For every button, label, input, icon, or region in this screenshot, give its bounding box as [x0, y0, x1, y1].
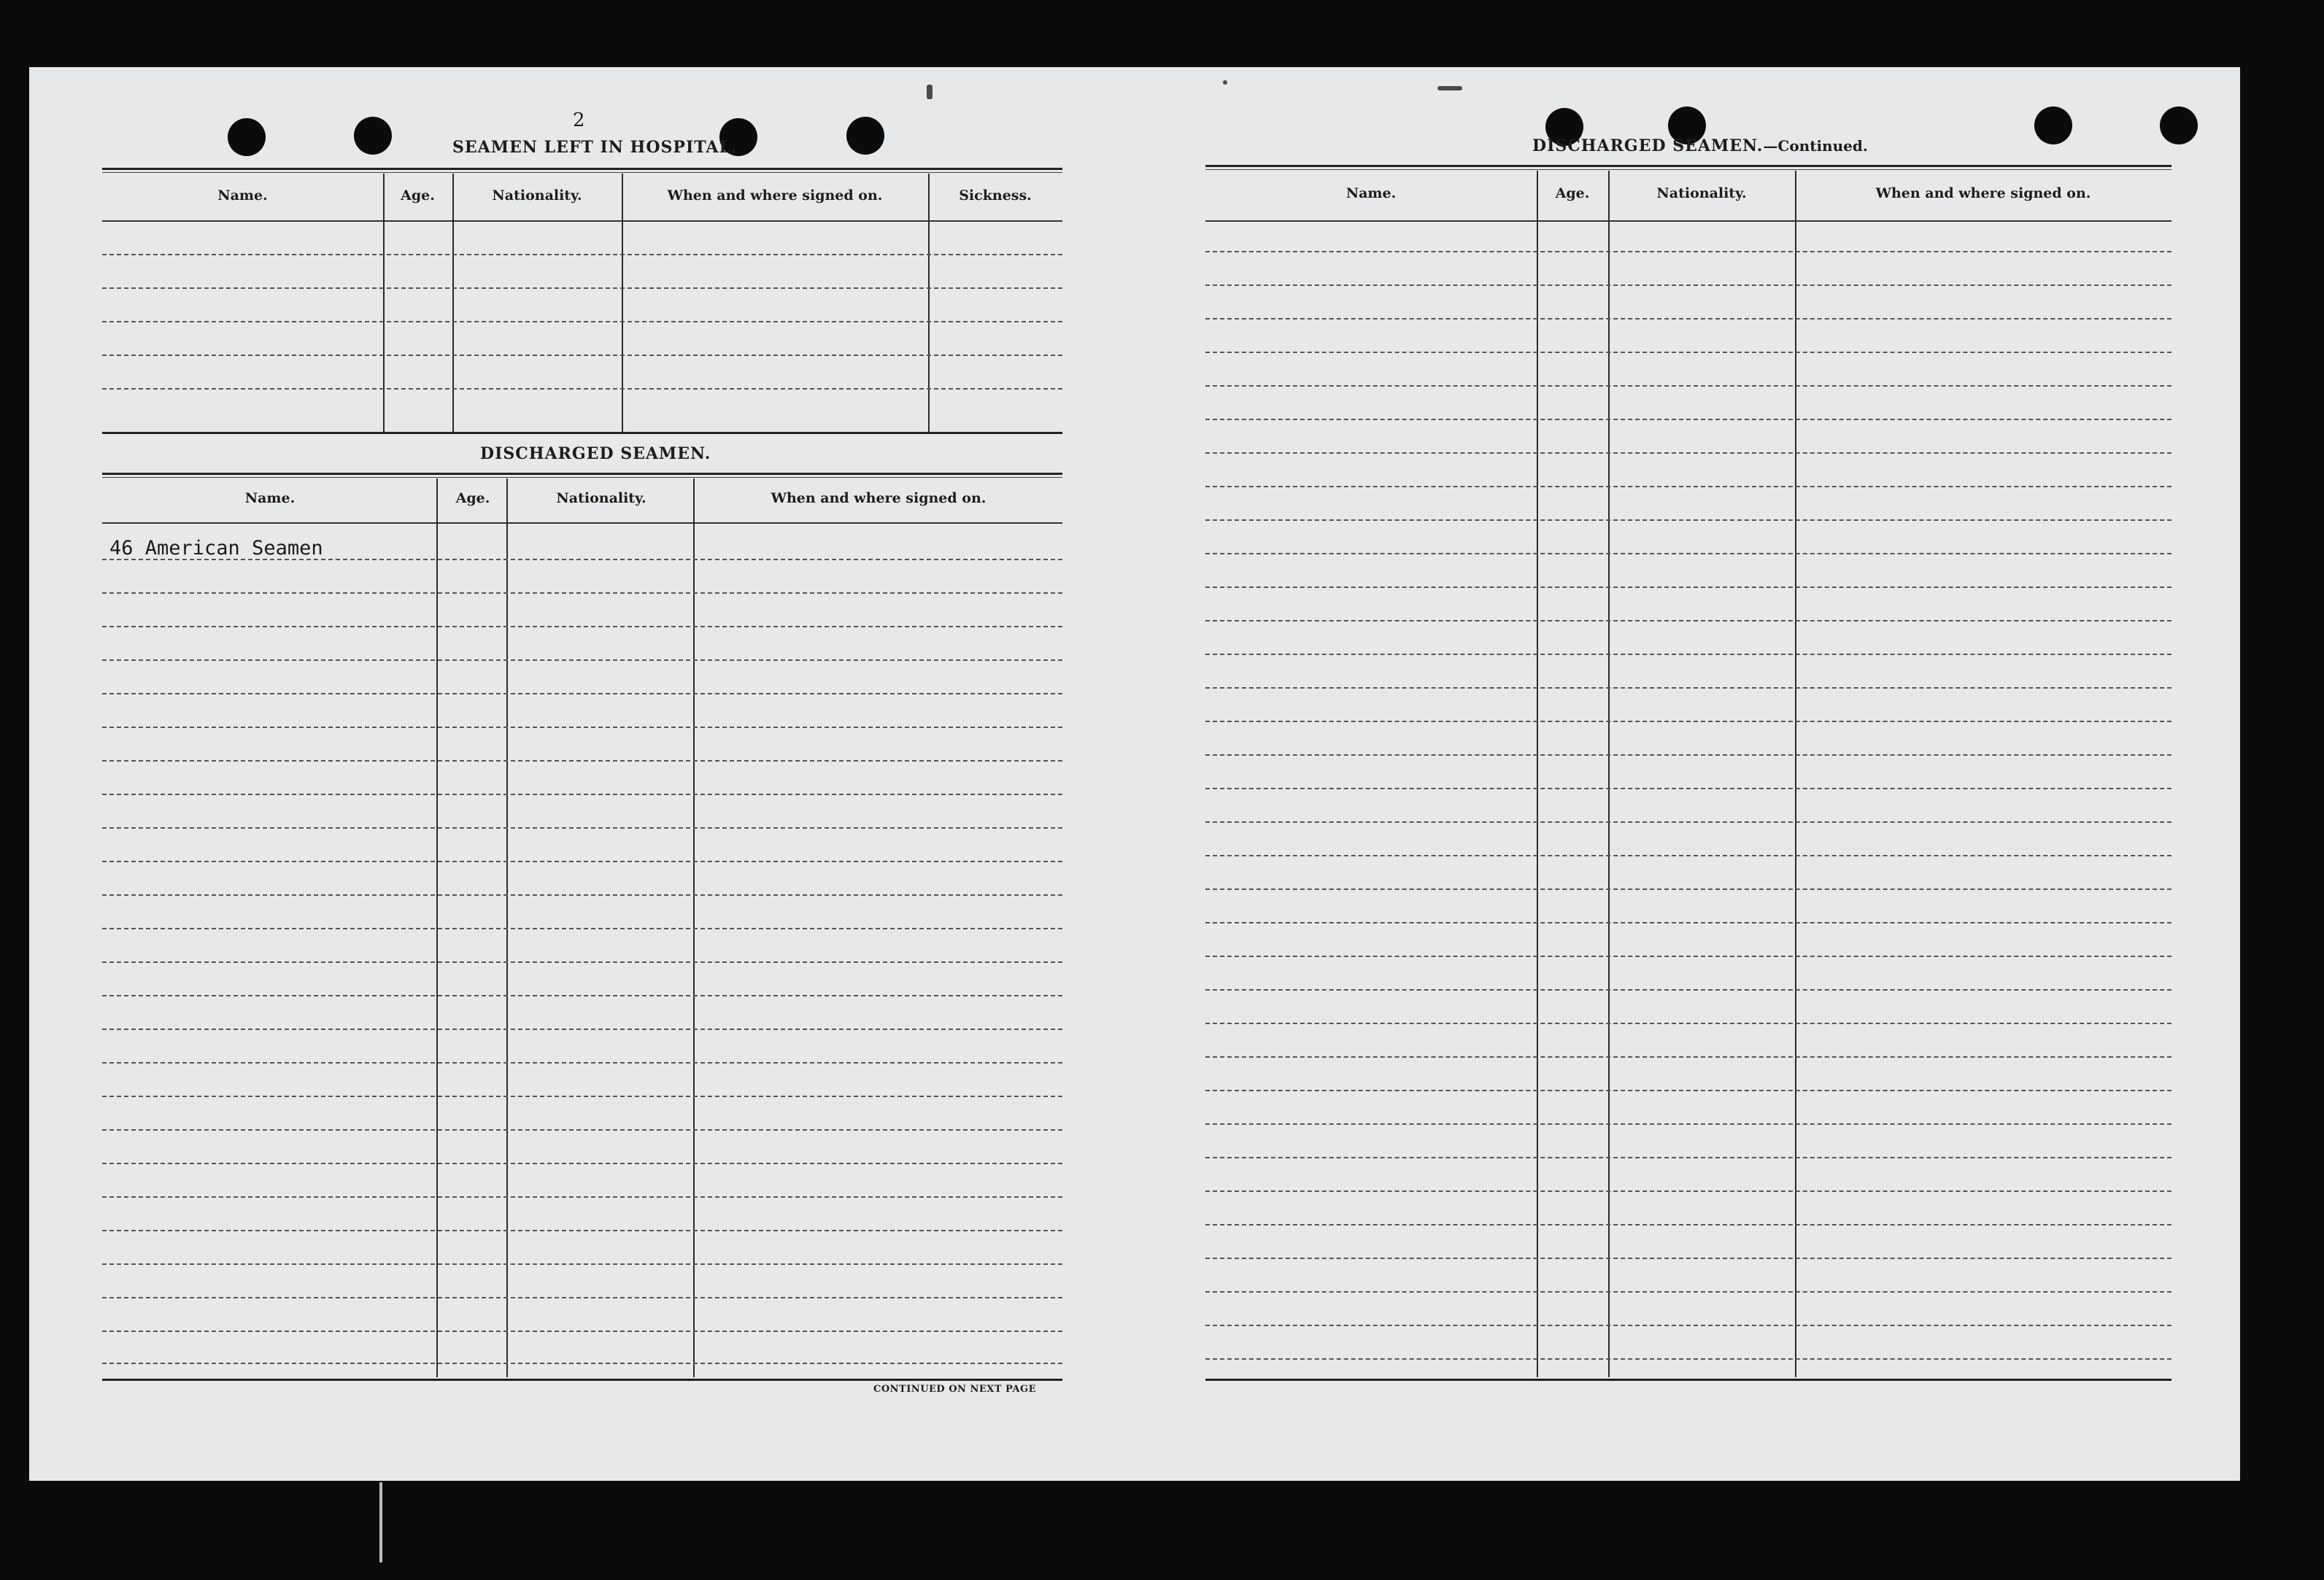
ruled-line [1205, 385, 2171, 387]
ruled-line [102, 1129, 1062, 1131]
ruled-line [1205, 721, 2171, 722]
ruled-line [102, 1230, 1062, 1231]
punch-hole-icon [2034, 107, 2072, 144]
table-rule [1205, 220, 2171, 222]
ruled-line [102, 961, 1062, 963]
scan-speck [927, 85, 933, 99]
ruled-line [102, 693, 1062, 694]
column-divider [622, 174, 623, 433]
ruled-line [1205, 855, 2171, 856]
ruled-line [102, 1196, 1062, 1198]
ruled-line [102, 388, 1062, 390]
ruled-line [1205, 1056, 2171, 1058]
column-header-nationality: Nationality. [556, 490, 646, 506]
ruled-line [1205, 754, 2171, 756]
scan-speck [379, 1482, 382, 1562]
ruled-line [1205, 1224, 2171, 1225]
punch-hole-icon [2160, 107, 2198, 144]
ruled-line [1205, 888, 2171, 890]
table-rule [1205, 1379, 2171, 1381]
ruled-line [1205, 352, 2171, 353]
ruled-line [1205, 1325, 2171, 1326]
ruled-line [102, 626, 1062, 627]
page-number: 2 [573, 109, 585, 131]
ruled-line [1205, 687, 2171, 689]
discharged-table [102, 473, 1062, 1385]
ruled-line [1205, 788, 2171, 789]
discharged-table-title: DISCHARGED SEAMEN. [480, 444, 711, 463]
ruled-line [1205, 1123, 2171, 1125]
ruled-line [102, 659, 1062, 661]
column-header-name: Name. [244, 490, 296, 506]
ruled-line [102, 287, 1062, 289]
ruled-line [1205, 586, 2171, 588]
ruled-line [1205, 452, 2171, 454]
ruled-line [102, 861, 1062, 862]
ruled-line [1205, 553, 2171, 554]
continued-table [1205, 165, 2171, 1385]
column-header-sickness: Sickness. [959, 187, 1032, 204]
table-rule [102, 473, 1062, 475]
ruled-line [102, 1263, 1062, 1265]
column-header-nationality: Nationality. [492, 187, 582, 204]
table-rule [102, 432, 1062, 434]
table-rule [102, 220, 1062, 222]
ruled-line [102, 894, 1062, 896]
ruled-line [102, 1096, 1062, 1097]
ruled-line [102, 355, 1062, 356]
ruled-line [102, 794, 1062, 795]
ruled-line [1205, 1190, 2171, 1192]
continued-title-suffix: —Continued. [1763, 137, 1868, 155]
column-divider [383, 174, 385, 433]
column-divider [452, 174, 454, 433]
ruled-line [102, 1029, 1062, 1030]
continued-table-title [1532, 136, 1868, 155]
hospital-table-title: SEAMEN LEFT IN HOSPITAL. [452, 138, 738, 157]
ruled-line [102, 760, 1062, 762]
ruled-line [1205, 1157, 2171, 1158]
table-rule [1205, 165, 2171, 167]
ruled-line [102, 592, 1062, 594]
ruled-line [1205, 1090, 2171, 1091]
ruled-line [102, 1363, 1062, 1364]
sheet-edge [2182, 67, 2240, 1481]
ruled-line [102, 1062, 1062, 1064]
ruled-line [1205, 419, 2171, 420]
punch-hole-icon [846, 117, 884, 155]
column-header-name: Name. [1346, 185, 1397, 201]
ruled-line [1205, 821, 2171, 823]
scan-speck [1437, 86, 1462, 90]
column-header-signed-on: When and where signed on. [667, 187, 883, 204]
column-header-age: Age. [401, 187, 435, 204]
ruled-line [102, 254, 1062, 255]
column-header-name: Name. [217, 187, 268, 204]
ruled-line [1205, 922, 2171, 923]
column-header-signed-on: When and where signed on. [771, 490, 987, 506]
continued-title-main: DISCHARGED SEAMEN. [1532, 136, 1764, 155]
column-header-age: Age. [455, 490, 490, 506]
ruled-line [1205, 654, 2171, 655]
scan-speck [1223, 80, 1227, 85]
ruled-line [1205, 956, 2171, 957]
column-divider [928, 174, 930, 433]
ruled-line [1205, 989, 2171, 991]
ruled-line [1205, 1358, 2171, 1360]
ruled-line [1205, 1291, 2171, 1293]
ruled-line [102, 727, 1062, 728]
ruled-line [102, 995, 1062, 996]
ruled-line [1205, 486, 2171, 487]
ruled-line [102, 1163, 1062, 1164]
ruled-line [1205, 519, 2171, 521]
ruled-line [102, 321, 1062, 322]
continued-note: CONTINUED ON NEXT PAGE [873, 1384, 1036, 1395]
table-rule [102, 1379, 1062, 1381]
punch-hole-icon [354, 117, 392, 155]
column-header-age: Age. [1555, 185, 1590, 201]
column-header-nationality: Nationality. [1656, 185, 1747, 201]
table-rule [1205, 169, 2171, 170]
column-header-signed-on: When and where signed on. [1875, 185, 2091, 201]
ruled-line [102, 1331, 1062, 1332]
discharged-entry: 46 American Seamen [109, 537, 323, 559]
ruled-line [1205, 284, 2171, 286]
ruled-line [1205, 620, 2171, 621]
table-rule [102, 172, 1062, 173]
ruled-line [1205, 251, 2171, 252]
ruled-line [102, 827, 1062, 829]
hospital-table [102, 168, 1062, 438]
ruled-line [102, 928, 1062, 929]
table-rule [102, 168, 1062, 170]
punch-hole-icon [228, 118, 266, 156]
table-rule [102, 522, 1062, 524]
table-rule [102, 477, 1062, 478]
ruled-line [1205, 1258, 2171, 1259]
ruled-line [1205, 1023, 2171, 1024]
ruled-line [102, 1297, 1062, 1298]
ruled-line [1205, 318, 2171, 320]
